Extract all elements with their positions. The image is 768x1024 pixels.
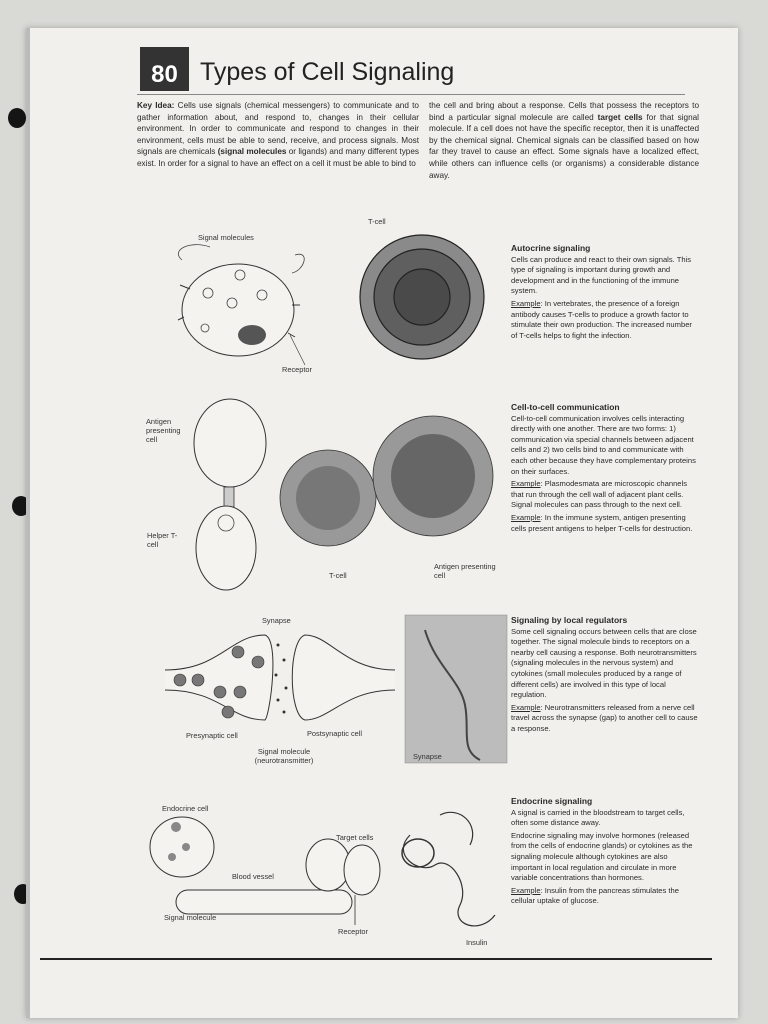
intro-text-2: or ligands) and many different types exist. In order for a signal to have an effect on a cell it must be able to bind to [137,147,419,168]
section-body-2: Endocrine signaling may involve hormones (released from the cells of endocrine glands) or cytokines as the signaling molecule although cytokines are also important in local regulation and circulate in more variable concentrations than hormones. [511,830,693,883]
label-antigen-presenting-cell-2: Antigen presenting cell [434,562,496,580]
label-receptor: Receptor [282,365,312,374]
intro-text-4: for that signal molecule. If a cell does not have the specific receptor, then it is unaffected by the chemical signal. Chemical signals can be classified based on how far they travel to cause an effect. Some signals have a localized effect, while others can influence cells (or organisms) a considerable distance away. [429,112,700,180]
section-local-regulators [511,615,699,737]
example-label: Example [511,479,541,489]
label-signal-molecules: Signal molecules [198,233,254,242]
binder-ring [8,108,26,128]
label-target-cells: Target cells [336,833,374,842]
title-rule [137,94,685,95]
section-body: Cells can produce and react to their own signals. This type of signaling is important during growth and development and in the functioning of the immune system. [511,254,692,296]
autocrine-diagram [160,225,510,375]
page-title: Types of Cell Signaling [200,58,455,86]
label-blood-vessel: Blood vessel [232,872,274,881]
section-example [511,479,699,511]
section-body: Cell-to-cell communication involves cells interacting directly with one another. There are two forms: 1) communication via special channels between adjacent cells and 2) two cells bind to and communicate with each other because they have complementary proteins on their surfaces. [511,413,696,476]
example-label: Example [511,298,541,308]
section-example [511,886,699,907]
label-tcell-mid: T-cell [329,571,347,580]
label-antigen-presenting-cell: Antigen presenting cell [146,417,181,444]
label-receptor-2: Receptor [338,927,368,936]
bottom-rule [40,958,712,960]
label-signal-molecule: Signal molecule [164,913,217,922]
intro-bold-1: (signal molecules [217,147,287,157]
example-text: : Plasmodesmata are microscopic channels that run through the cell wall of adjacent plant cells. Signal molecules can pass through to the next cell. [511,479,688,510]
label-postsynaptic: Postsynaptic cell [307,729,363,738]
intro-bold-2: target cells [597,112,643,122]
example-text: : Insulin from the pancreas stimulates the cellular uptake of glucose. [511,885,679,906]
label-endocrine-cell: Endocrine cell [162,804,209,813]
page-number: 80 [140,47,189,91]
intro-text-1: Cells use signals (chemical messengers) to communicate and to gather information about, and respond to, changes in their cellular environment. In order to communicate and respond to changes in their environment, cells must be able to send, receive, and process signals. Most signals are chemicals [137,101,419,157]
example-label: Example [511,512,541,522]
local-regulators-diagram [160,620,510,770]
example-label: Example [511,702,541,712]
example-label: Example [511,885,541,895]
section-endocrine [511,796,699,909]
example-text: : In vertebrates, the presence of a foreign antibody causes T-cells to produce a growth factor to stimulate their own production. The increased number of T-cells helps to fight the infection. [511,298,692,340]
page-margin [26,28,30,1018]
endocrine-diagram [150,795,520,960]
key-idea-label: Key Idea: [137,101,175,110]
section-body: A signal is carried in the bloodstream to target cells, often some distance away. [511,807,685,828]
label-synapse-photo: Synapse [413,752,442,761]
label-synapse-top: Synapse [262,616,291,625]
label-tcell-top: T-cell [368,217,386,226]
section-example [511,703,699,735]
label-presynaptic: Presynaptic cell [186,731,238,740]
section-body: Some cell signaling occurs between cells that are close together. The signal molecule binds to receptors on a nearby cell causing a response. Both neurotransmitters (signaling molecules in the nervous system) and cytokines (small molecules produced by a range of different cells) are involved in this type of local regulation. [511,626,697,700]
intro-column-1 [137,100,419,170]
section-title: Autocrine signaling [511,243,591,253]
section-example-2 [511,513,699,534]
section-title: Signaling by local regulators [511,615,628,625]
example-text: : Neurotransmitters released from a nerve cell travel across the synapse (gap) to another cell to cause a response. [511,702,698,733]
example-text: : In the immune system, antigen presenting cells present antigens to helper T-cells for destruction. [511,512,693,533]
section-autocrine [511,243,699,343]
section-example [511,299,699,341]
label-insulin: Insulin [466,938,488,947]
label-signal-molecule-nt: Signal molecule (neurotransmitter) [254,747,314,765]
intro-column-2 [429,100,699,181]
section-cell-to-cell [511,402,699,536]
intro-text-3: the cell and bring about a response. Cells that possess the receptors to bind a particular signal molecule are called [429,101,699,122]
label-helper-tcell: Helper T-cell [147,531,178,549]
section-title: Endocrine signaling [511,796,593,806]
section-title: Cell-to-cell communication [511,402,620,412]
